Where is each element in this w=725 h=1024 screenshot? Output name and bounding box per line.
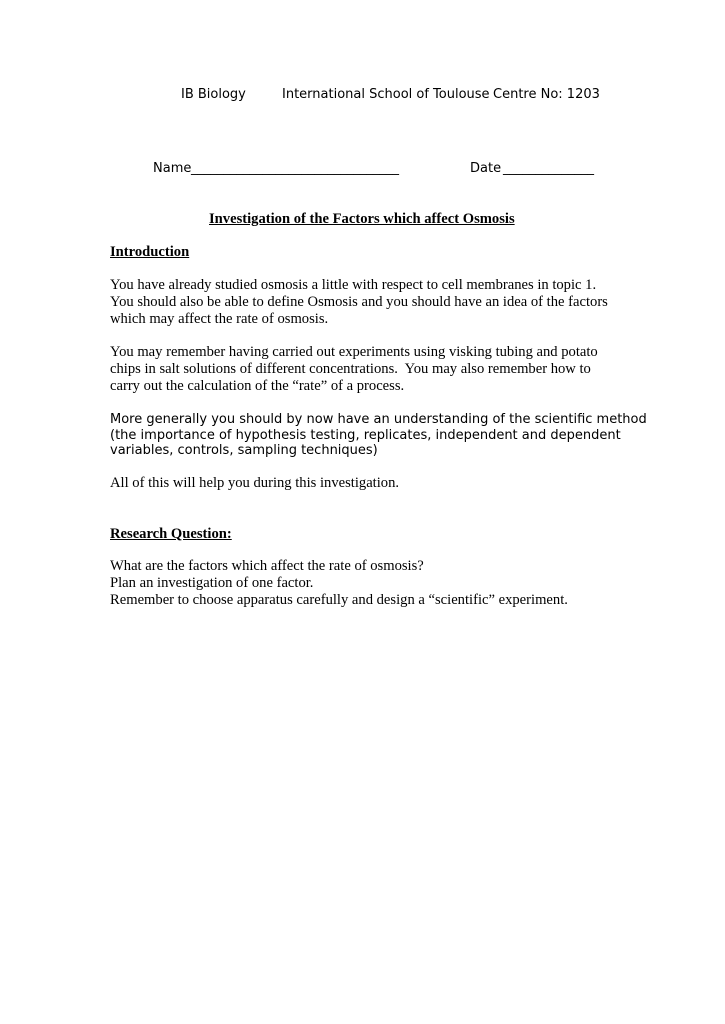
header-school: International School of Toulouse	[282, 87, 490, 102]
date-blank: ______________	[503, 161, 594, 176]
paragraph-line: You should also be able to define Osmosis and you should have an idea of the factors	[110, 294, 608, 310]
paragraph-line: (the importance of hypothesis testing, replicates, independent and dependent	[110, 427, 621, 443]
paragraph-line: variables, controls, sampling techniques)	[110, 443, 378, 458]
introduction-paragraph-2	[110, 344, 630, 395]
header-centre-number: Centre No: 1203	[493, 87, 600, 102]
paragraph-line: More generally you should by now have an understanding of the scientific method	[110, 412, 647, 427]
name-label: Name	[153, 161, 192, 176]
paragraph-line: You may remember having carried out experiments using visking tubing and potato	[110, 344, 598, 360]
research-question-heading: Research Question:	[110, 526, 232, 542]
paragraph-line: which may affect the rate of osmosis.	[110, 311, 329, 327]
document-title: Investigation of the Factors which affect Osmosis	[209, 211, 515, 227]
introduction-paragraph-1	[110, 277, 630, 328]
research-question-line: Plan an investigation of one factor.	[110, 575, 314, 591]
introduction-paragraph-4: All of this will help you during this investigation.	[110, 475, 400, 491]
research-question-line: Remember to choose apparatus carefully and design a “scientific” experiment.	[110, 592, 568, 608]
paragraph-line: You have already studied osmosis a little with respect to cell membranes in topic 1.	[110, 277, 597, 293]
introduction-paragraph-3	[110, 412, 647, 459]
name-blank: ________________________________	[191, 161, 399, 176]
research-question-line: What are the factors which affect the rate of osmosis?	[110, 558, 424, 574]
paragraph-line: chips in salt solutions of different concentrations. You may also remember how to	[110, 361, 591, 377]
introduction-heading: Introduction	[110, 244, 190, 260]
paragraph-line: carry out the calculation of the “rate” of a process.	[110, 378, 405, 394]
research-question-body	[110, 558, 630, 609]
date-label: Date	[470, 161, 502, 176]
header-subject: IB Biology	[181, 87, 246, 102]
